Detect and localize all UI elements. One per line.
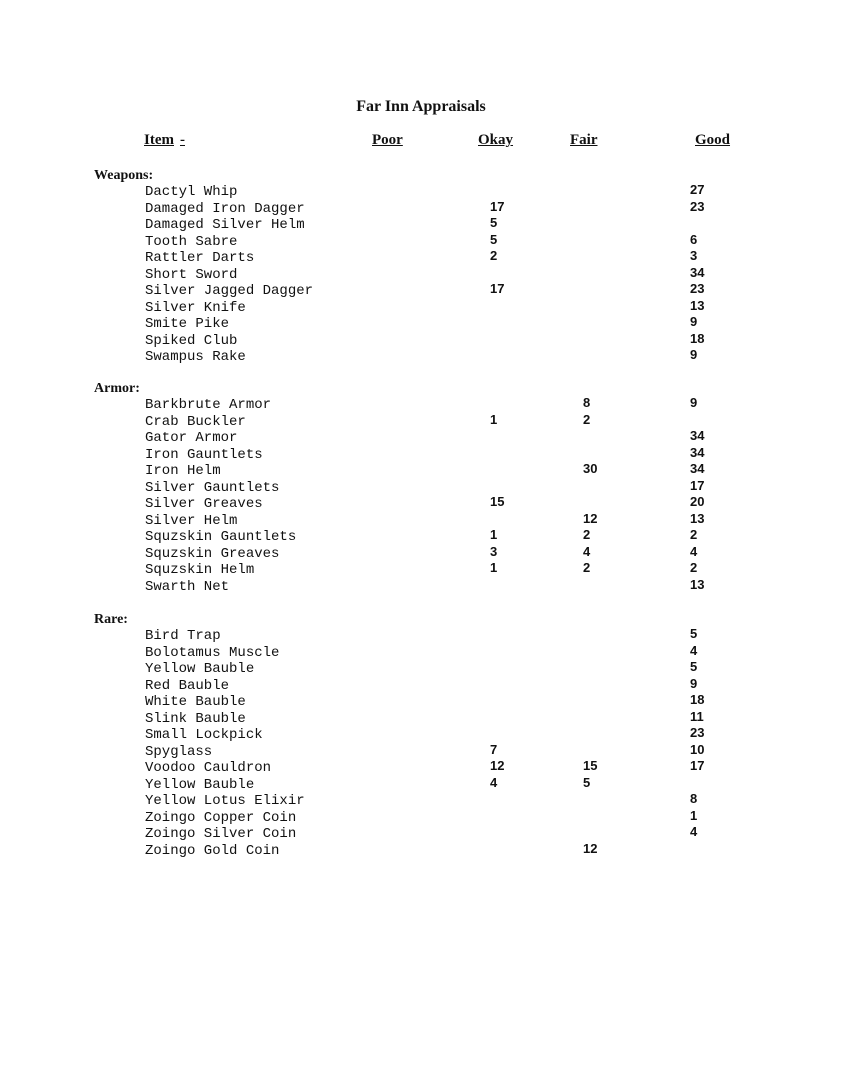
item-name: Yellow Lotus Elixir xyxy=(145,793,305,809)
item-name: Gator Armor xyxy=(145,430,238,446)
table-row xyxy=(0,430,842,447)
table-row xyxy=(0,411,842,431)
item-name: Dactyl Whip xyxy=(145,184,238,200)
item-name: Swampus Rake xyxy=(145,349,246,365)
header-item xyxy=(144,132,185,149)
value-good: 27 xyxy=(690,182,705,197)
header-okay: Okay xyxy=(478,132,514,148)
value-good: 13 xyxy=(690,510,705,526)
table-row xyxy=(0,231,842,251)
item-name: Bolotamus Muscle xyxy=(145,644,280,661)
item-name: White Bauble xyxy=(145,694,246,710)
value-good: 34 xyxy=(690,264,705,280)
item-name: Silver Greaves xyxy=(145,496,263,512)
header-good: Good xyxy=(695,132,731,148)
table-row xyxy=(0,463,842,480)
table-row xyxy=(0,198,842,218)
value-good: 34 xyxy=(690,461,705,476)
header-poor: Poor xyxy=(372,132,403,148)
item-name: Damaged Silver Helm xyxy=(145,217,305,233)
item-name: Spyglass xyxy=(145,743,213,760)
item-name: Voodoo Cauldron xyxy=(145,760,272,776)
value-good: 17 xyxy=(690,758,705,773)
table-row xyxy=(0,444,842,464)
value-good: 9 xyxy=(690,675,698,691)
table-row xyxy=(0,576,842,596)
item-name: Rattler Darts xyxy=(145,250,255,266)
item-name: Squzskin Helm xyxy=(145,562,255,578)
table-row xyxy=(0,264,842,284)
section-label: Rare: xyxy=(94,612,128,627)
table-row xyxy=(0,661,842,678)
item-name: Small Lockpick xyxy=(145,727,263,743)
value-good: 4 xyxy=(690,824,698,839)
value-good: 23 xyxy=(690,198,705,214)
table-row xyxy=(0,283,842,300)
value-good: 9 xyxy=(690,314,698,329)
table-row xyxy=(0,397,842,414)
item-name: Damaged Iron Dagger xyxy=(145,200,305,217)
value-good: 10 xyxy=(690,741,705,757)
table-row xyxy=(0,330,842,350)
value-good: 17 xyxy=(690,477,705,493)
item-name: Slink Bauble xyxy=(145,710,246,727)
header-item-label: Item xyxy=(144,132,174,148)
value-good: 13 xyxy=(690,297,705,313)
table-row xyxy=(0,840,842,860)
table-row xyxy=(0,297,842,317)
header-fair: Fair xyxy=(570,132,598,148)
value-good: 23 xyxy=(690,281,705,296)
value-okay: 1 xyxy=(490,560,498,575)
item-name: Squzskin Gauntlets xyxy=(145,529,297,545)
value-okay: 17 xyxy=(490,281,505,296)
value-okay: 3 xyxy=(490,543,498,559)
value-fair: 2 xyxy=(583,560,591,575)
table-row xyxy=(0,496,842,513)
table-row xyxy=(0,793,842,810)
value-good: 20 xyxy=(690,494,705,509)
item-name: Yellow Bauble xyxy=(145,776,255,793)
value-fair: 12 xyxy=(583,510,598,526)
table-row xyxy=(0,826,842,843)
section-label: Weapons: xyxy=(94,168,154,183)
value-okay: 5 xyxy=(490,231,498,247)
value-good: 4 xyxy=(690,642,698,658)
value-okay: 15 xyxy=(490,494,505,509)
value-fair: 2 xyxy=(583,527,591,542)
value-good: 2 xyxy=(690,560,698,575)
value-good: 6 xyxy=(690,231,698,247)
item-name: Silver Jagged Dagger xyxy=(145,283,314,299)
item-name: Silver Helm xyxy=(145,512,238,529)
value-good: 34 xyxy=(690,428,705,443)
value-fair: 8 xyxy=(583,395,591,410)
value-okay: 5 xyxy=(490,215,498,230)
table-row xyxy=(0,774,842,794)
value-good: 34 xyxy=(690,444,705,460)
value-good: 5 xyxy=(690,659,698,674)
value-okay: 2 xyxy=(490,248,498,263)
table-row xyxy=(0,694,842,711)
value-good: 4 xyxy=(690,543,698,559)
item-name: Barkbrute Armor xyxy=(145,397,272,413)
table-row xyxy=(0,642,842,662)
item-name: Tooth Sabre xyxy=(145,233,238,250)
value-good: 2 xyxy=(690,527,698,542)
table-row xyxy=(0,760,842,777)
table-row xyxy=(0,708,842,728)
value-fair: 4 xyxy=(583,543,591,559)
table-row xyxy=(0,349,842,366)
item-name: Iron Gauntlets xyxy=(145,446,263,463)
table-row xyxy=(0,543,842,563)
value-fair: 2 xyxy=(583,411,591,427)
value-okay: 1 xyxy=(490,411,498,427)
item-name: Short Sword xyxy=(145,266,238,283)
item-name: Zoingo Gold Coin xyxy=(145,842,280,859)
item-name: Swarth Net xyxy=(145,578,230,595)
item-name: Zoingo Copper Coin xyxy=(145,809,297,826)
item-name: Bird Trap xyxy=(145,628,221,644)
item-name: Yellow Bauble xyxy=(145,661,255,677)
value-good: 9 xyxy=(690,347,698,362)
table-row xyxy=(0,316,842,333)
item-name: Squzskin Greaves xyxy=(145,545,280,562)
value-fair: 5 xyxy=(583,774,591,790)
table-row xyxy=(0,562,842,579)
table-row xyxy=(0,628,842,645)
header-item-mark: - xyxy=(180,132,185,148)
value-good: 9 xyxy=(690,395,698,410)
section-label: Armor: xyxy=(94,381,140,396)
table-row xyxy=(0,184,842,201)
item-name: Iron Helm xyxy=(145,463,221,479)
table-row xyxy=(0,675,842,695)
item-name: Zoingo Silver Coin xyxy=(145,826,297,842)
value-okay: 17 xyxy=(490,198,505,214)
value-okay: 7 xyxy=(490,741,498,757)
page-title: Far Inn Appraisals xyxy=(356,98,486,115)
value-good: 3 xyxy=(690,248,698,263)
value-okay: 12 xyxy=(490,758,505,773)
table-row xyxy=(0,741,842,761)
value-good: 13 xyxy=(690,576,705,592)
value-fair: 15 xyxy=(583,758,598,773)
value-okay: 4 xyxy=(490,774,498,790)
table-row xyxy=(0,529,842,546)
value-good: 18 xyxy=(690,692,705,707)
item-name: Smite Pike xyxy=(145,316,230,332)
value-good: 11 xyxy=(690,708,704,724)
value-fair: 30 xyxy=(583,461,598,476)
item-name: Crab Buckler xyxy=(145,413,246,430)
value-fair: 12 xyxy=(583,840,598,856)
item-name: Spiked Club xyxy=(145,332,238,349)
value-okay: 1 xyxy=(490,527,498,542)
table-row xyxy=(0,250,842,267)
table-row xyxy=(0,477,842,497)
value-good: 5 xyxy=(690,626,698,641)
table-row xyxy=(0,217,842,234)
table-row xyxy=(0,807,842,827)
value-good: 8 xyxy=(690,791,698,806)
value-good: 23 xyxy=(690,725,705,740)
item-name: Red Bauble xyxy=(145,677,230,694)
value-good: 1 xyxy=(690,807,698,823)
value-good: 18 xyxy=(690,330,705,346)
table-row xyxy=(0,510,842,530)
table-row xyxy=(0,727,842,744)
item-name: Silver Knife xyxy=(145,299,246,316)
item-name: Silver Gauntlets xyxy=(145,479,280,496)
